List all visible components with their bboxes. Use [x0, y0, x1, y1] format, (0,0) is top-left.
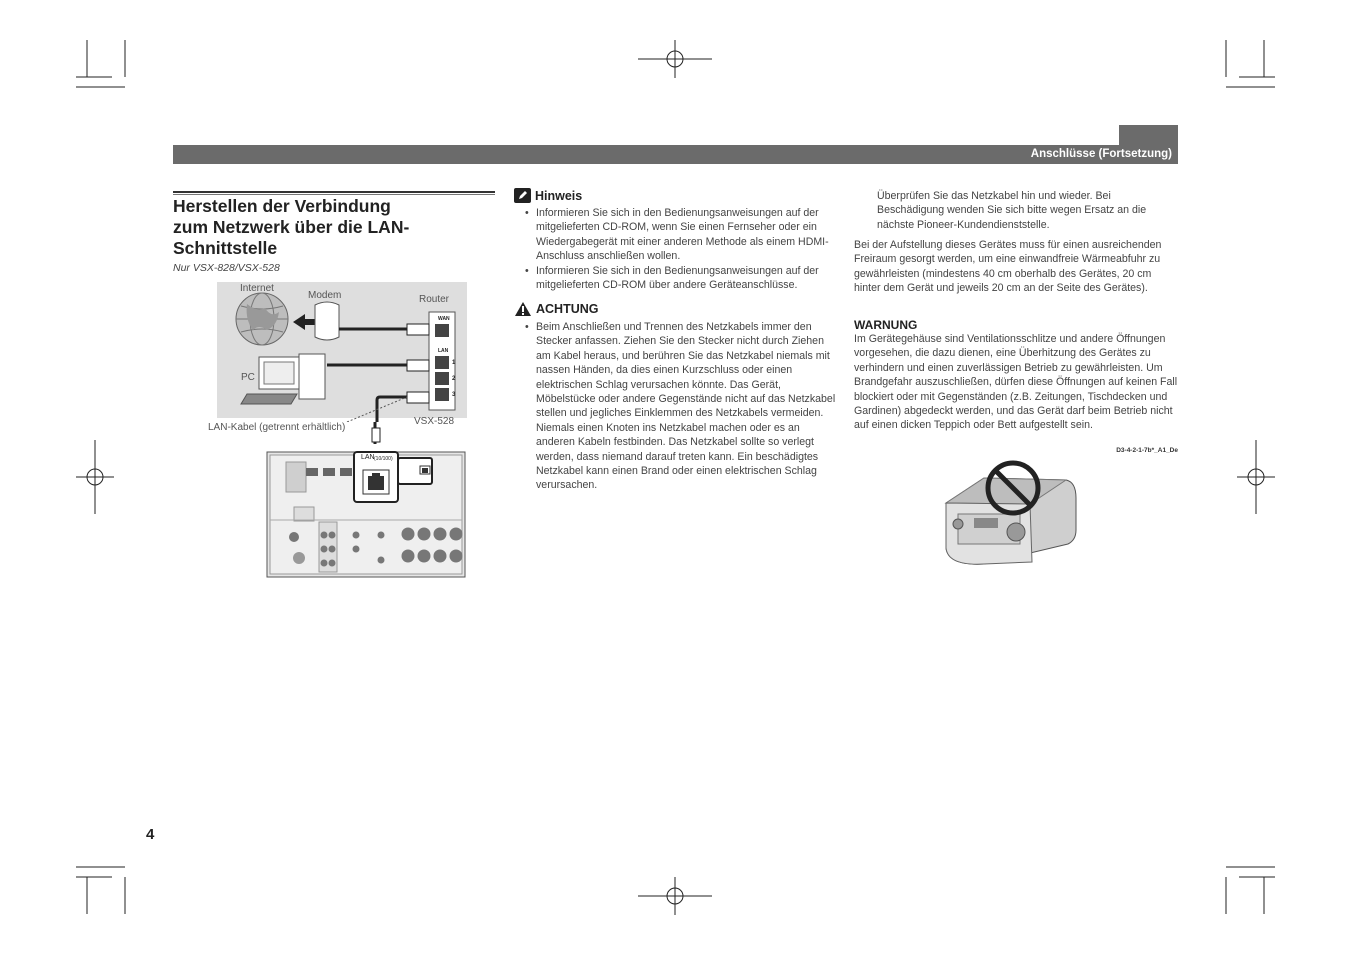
list-item: • Beim Anschließen und Trennen des Netzkabels immer den Stecker anfassen. Ziehen Sie den Stecker nicht durch Ziehen am Kabel heraus, und berühren Sie das Netzkabel niemals mit nassen Händen, da dies einen Kurzschluss oder einen elektrischen Schlag verursachen könnte. Das Gerät, Möbelstücke oder andere Gegenstände nicht auf das Netzkabel stellen und jegliches Einklemmen des Netzkabels vermeiden. Niemals einen Knoten ins Netzkabel machen oder es an anderen Kabeln festbinden. Das Netzkabel sollte so verlegt werden, dass niemand darauf treten kann. Ein beschädigtes Netzkabel kann einen Brand oder einen elektrischen Schlag verursachen.: [523, 320, 841, 493]
label-wan: WAN: [438, 316, 450, 322]
network-diagram: [217, 282, 467, 422]
warnung-heading: WARNUNG: [854, 318, 918, 332]
page-title: [173, 196, 493, 259]
label-port-1: 1: [452, 360, 456, 366]
warnung-paragraph: Im Gerätegehäuse sind Ventilationsschlitze und andere Öffnungen vorgesehen, die dazu dienen, eine Überhitzung des Gerätes zu verhindern und einen zuverlässigen Betrieb zu gewährleisten. Um Brandgefahr auszuschließen, dürfen diese Öffnungen auf keinen Fall blockiert oder mit Gegenständen (z.B. Zeitungen, Tischdecken und Gardinen) abgedeckt werden, und das Gerät darf beim Betrieb nicht auf einen dicken Teppich oder Bett aufgestellt sein.: [854, 333, 1178, 432]
label-modem: Modem: [308, 290, 342, 301]
label-port-2: 2: [452, 376, 456, 382]
label-internet: Internet: [240, 283, 274, 294]
section-header-label: Anschlüsse (Fortsetzung): [1030, 148, 1172, 160]
hinweis-heading-text: Hinweis: [535, 188, 583, 203]
modem-icon: [315, 302, 339, 340]
panel-lan-label: LAN: [361, 454, 375, 461]
list-item: • Informieren Sie sich in den Bedienungsanweisungen auf der mitgelieferten CD-ROM, wenn Sie einen Fernseher oder ein Wiedergabegerät mit einer anderen Methode als einem HDMI-Anschluss anschließen wollen.: [523, 206, 841, 264]
panel-lan-spec: (10/100): [374, 456, 393, 462]
title-rule-thin: [173, 194, 495, 195]
header-bar: [173, 145, 1178, 164]
title-line-1: Herstellen der Verbindung: [173, 196, 391, 216]
title-line-2: zum Netzwerk über die LAN-: [173, 217, 410, 237]
receiver-prohibited-art: [944, 458, 1080, 568]
achtung-list: [523, 320, 841, 493]
label-port-3: 3: [452, 392, 456, 398]
page-number: 4: [146, 826, 155, 843]
document-code: D3-4-2-1-7b*_A1_De: [1116, 447, 1178, 454]
hinweis-heading: [514, 188, 582, 203]
list-item: • Informieren Sie sich in den Bedienungsanweisungen auf der mitgelieferten CD-ROM über andere Geräteanschlüsse.: [523, 264, 841, 293]
title-line-3: Schnittstelle: [173, 238, 278, 258]
installation-paragraph: Bei der Aufstellung dieses Gerätes muss für einen ausreichenden Freiraum gesorgt werden, um eine einwandfreie Wärmeabfuhr zu gewährleisten (mindestens 40 cm oberhalb des Gerätes, 20 cm hinter dem Gerät und jeweils 20 cm an der Seite des Gerätes).: [854, 239, 1162, 295]
label-pc: PC: [241, 372, 255, 383]
globe-icon: [236, 293, 288, 345]
model-note: Nur VSX-828/VSX-528: [173, 262, 280, 274]
header-tab: [1119, 125, 1178, 145]
label-router: Router: [419, 294, 450, 305]
label-lan: LAN: [438, 348, 449, 354]
label-lan-cable: LAN-Kabel (getrennt erhältlich): [208, 422, 346, 433]
receiver-illustration: [944, 458, 1080, 568]
receiver-rear-panel: [266, 422, 466, 578]
achtung-heading-text: ACHTUNG: [536, 302, 599, 316]
title-rule-thick: [173, 191, 495, 193]
hinweis-list: [523, 206, 841, 292]
achtung-continuation: Überprüfen Sie das Netzkabel hin und wieder. Bei Beschädigung wenden Sie sich bitte wegen Ersatz an die nächste Pioneer-Kundendienststelle.: [877, 190, 1147, 231]
label-model: VSX-528: [414, 416, 455, 427]
pencil-icon: [514, 188, 531, 203]
achtung-heading: [514, 301, 599, 317]
receiver-rear-panel-art: [266, 422, 466, 578]
warning-triangle-icon: [514, 301, 532, 317]
